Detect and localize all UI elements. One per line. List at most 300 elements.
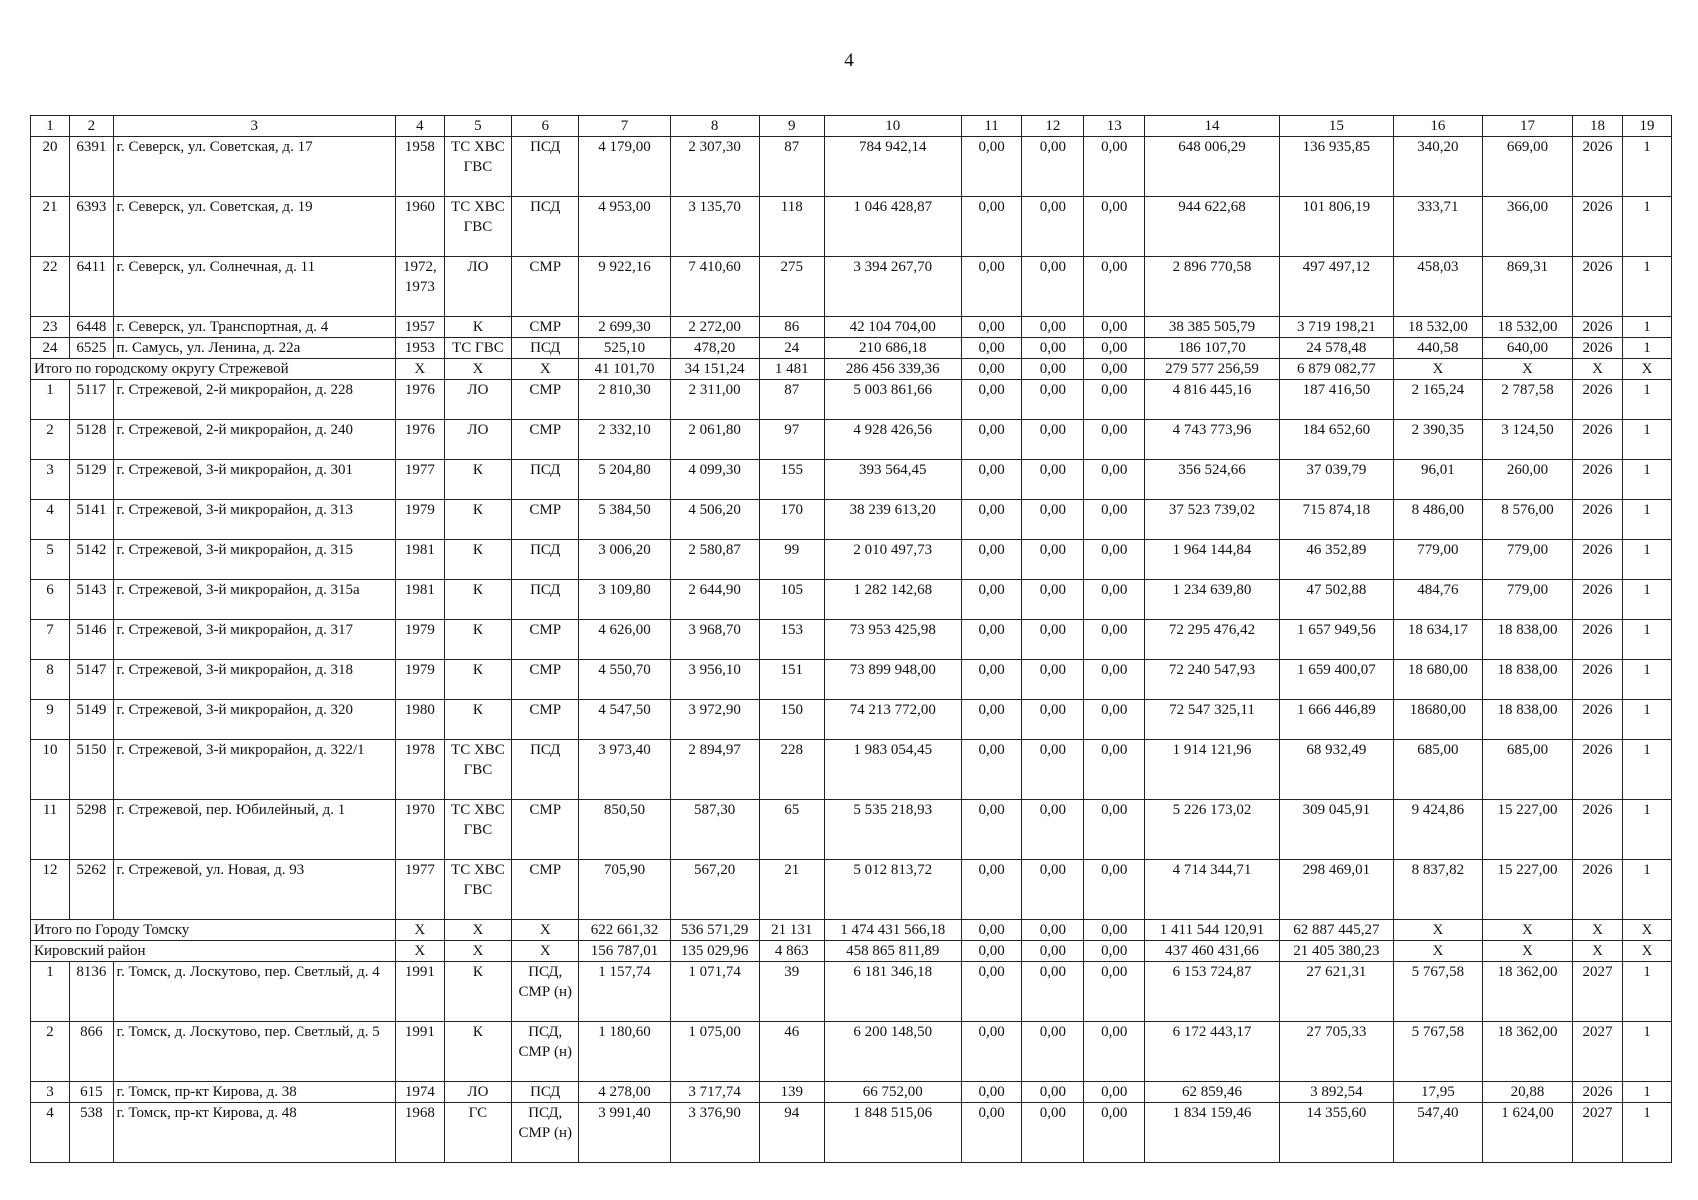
building-id-cell: 5117 <box>70 380 113 420</box>
build-year-cell: 1974 <box>395 1082 444 1103</box>
federal-funds-cell: 0,00 <box>961 962 1022 1022</box>
table-row <box>31 580 1672 620</box>
other-funds-cell: 184 652,60 <box>1279 420 1393 460</box>
total-area-cell: 4 547,50 <box>579 700 670 740</box>
build-year-cell: 1976 <box>395 420 444 460</box>
unit-cost-cell: 96,01 <box>1393 460 1482 500</box>
residents-cell: 151 <box>759 660 824 700</box>
plan-year-cell: 2027 <box>1573 962 1623 1022</box>
build-year-cell: 1977 <box>395 860 444 920</box>
build-year-cell: 1968 <box>395 1103 444 1163</box>
subtotal-residents: 21 131 <box>759 920 824 941</box>
building-id-cell: 866 <box>70 1022 113 1082</box>
regional-funds-cell: 0,00 <box>1022 620 1084 660</box>
method-cell: 1 <box>1623 257 1672 317</box>
plan-year-cell: 2026 <box>1573 257 1623 317</box>
column-header-4: 4 <box>395 116 444 137</box>
element-type-cell: ЛО <box>444 257 511 317</box>
table-row <box>31 420 1672 460</box>
residents-cell: 155 <box>759 460 824 500</box>
max-unit-cost-cell: 18 838,00 <box>1482 620 1572 660</box>
method-cell: 1 <box>1623 962 1672 1022</box>
plan-year-cell: 2026 <box>1573 460 1623 500</box>
page-number: 4 <box>844 50 854 71</box>
federal-funds-cell: 0,00 <box>961 137 1022 197</box>
row-number-cell: 2 <box>31 1022 70 1082</box>
address-cell: г. Стрежевой, 2-й микрорайон, д. 240 <box>113 420 395 460</box>
address-cell: г. Стрежевой, 3-й микрорайон, д. 315а <box>113 580 395 620</box>
max-unit-cost-cell: 18 838,00 <box>1482 700 1572 740</box>
federal-funds-cell: 0,00 <box>961 197 1022 257</box>
plan-year-cell: 2026 <box>1573 420 1623 460</box>
owner-funds-cell: 6 153 724,87 <box>1145 962 1280 1022</box>
building-id-cell: 6391 <box>70 137 113 197</box>
total-cost-cell: 1 282 142,68 <box>824 580 961 620</box>
owner-funds-cell: 2 896 770,58 <box>1145 257 1280 317</box>
owner-funds-cell: 4 714 344,71 <box>1145 860 1280 920</box>
subtotal-living-area: 536 571,29 <box>670 920 759 941</box>
total-cost-cell: 6 181 346,18 <box>824 962 961 1022</box>
column-header-18: 18 <box>1573 116 1623 137</box>
subtotal-max-unit-cost: Х <box>1482 941 1572 962</box>
federal-funds-cell: 0,00 <box>961 740 1022 800</box>
local-funds-cell: 0,00 <box>1084 338 1145 359</box>
other-funds-cell: 3 892,54 <box>1279 1082 1393 1103</box>
other-funds-cell: 1 659 400,07 <box>1279 660 1393 700</box>
row-number-cell: 6 <box>31 580 70 620</box>
subtotal-plan-year: Х <box>1573 941 1623 962</box>
plan-year-cell: 2026 <box>1573 338 1623 359</box>
column-header-10: 10 <box>824 116 961 137</box>
total-area-cell: 5 204,80 <box>579 460 670 500</box>
plan-year-cell: 2026 <box>1573 740 1623 800</box>
column-header-16: 16 <box>1393 116 1482 137</box>
subtotal-living-area: 34 151,24 <box>670 359 759 380</box>
capital-repair-register-table <box>30 115 1672 1163</box>
total-cost-cell: 5 535 218,93 <box>824 800 961 860</box>
unit-cost-cell: 18 634,17 <box>1393 620 1482 660</box>
total-cost-cell: 210 686,18 <box>824 338 961 359</box>
row-number-cell: 11 <box>31 800 70 860</box>
total-cost-cell: 2 010 497,73 <box>824 540 961 580</box>
living-area-cell: 4 506,20 <box>670 500 759 540</box>
build-year-cell: 1991 <box>395 962 444 1022</box>
max-unit-cost-cell: 260,00 <box>1482 460 1572 500</box>
residents-cell: 46 <box>759 1022 824 1082</box>
method-cell: 1 <box>1623 860 1672 920</box>
subtotal-work-type: Х <box>512 359 579 380</box>
column-header-5: 5 <box>444 116 511 137</box>
build-year-cell: 1978 <box>395 740 444 800</box>
build-year-cell: 1976 <box>395 380 444 420</box>
column-header-15: 15 <box>1279 116 1393 137</box>
living-area-cell: 2 894,97 <box>670 740 759 800</box>
table-row <box>31 1022 1672 1082</box>
subtotal-local-funds: 0,00 <box>1084 920 1145 941</box>
residents-cell: 24 <box>759 338 824 359</box>
total-cost-cell: 1 848 515,06 <box>824 1103 961 1163</box>
other-funds-cell: 37 039,79 <box>1279 460 1393 500</box>
table-row <box>31 500 1672 540</box>
residents-cell: 153 <box>759 620 824 660</box>
total-cost-cell: 42 104 704,00 <box>824 317 961 338</box>
plan-year-cell: 2026 <box>1573 620 1623 660</box>
build-year-cell: 1991 <box>395 1022 444 1082</box>
living-area-cell: 2 311,00 <box>670 380 759 420</box>
owner-funds-cell: 1 234 639,80 <box>1145 580 1280 620</box>
build-year-cell: 1972, 1973 <box>395 257 444 317</box>
subtotal-owner-funds: 1 411 544 120,91 <box>1145 920 1280 941</box>
build-year-cell: 1979 <box>395 500 444 540</box>
row-number-cell: 3 <box>31 460 70 500</box>
row-number-cell: 20 <box>31 137 70 197</box>
regional-funds-cell: 0,00 <box>1022 137 1084 197</box>
subtotal-unit-cost: Х <box>1393 359 1482 380</box>
method-cell: 1 <box>1623 137 1672 197</box>
plan-year-cell: 2026 <box>1573 660 1623 700</box>
federal-funds-cell: 0,00 <box>961 257 1022 317</box>
max-unit-cost-cell: 18 362,00 <box>1482 1022 1572 1082</box>
federal-funds-cell: 0,00 <box>961 1103 1022 1163</box>
work-type-cell: СМР <box>512 620 579 660</box>
work-type-cell: СМР <box>512 380 579 420</box>
column-header-19: 19 <box>1623 116 1672 137</box>
regional-funds-cell: 0,00 <box>1022 380 1084 420</box>
unit-cost-cell: 5 767,58 <box>1393 962 1482 1022</box>
subtotal-build-year: Х <box>395 920 444 941</box>
total-cost-cell: 4 928 426,56 <box>824 420 961 460</box>
regional-funds-cell: 0,00 <box>1022 860 1084 920</box>
table-row <box>31 800 1672 860</box>
work-type-cell: ПСД <box>512 460 579 500</box>
building-id-cell: 5298 <box>70 800 113 860</box>
unit-cost-cell: 18 532,00 <box>1393 317 1482 338</box>
address-cell: п. Самусь, ул. Ленина, д. 22а <box>113 338 395 359</box>
work-type-cell: СМР <box>512 700 579 740</box>
build-year-cell: 1979 <box>395 660 444 700</box>
living-area-cell: 3 968,70 <box>670 620 759 660</box>
max-unit-cost-cell: 18 838,00 <box>1482 660 1572 700</box>
address-cell: г. Стрежевой, 2-й микрорайон, д. 228 <box>113 380 395 420</box>
living-area-cell: 478,20 <box>670 338 759 359</box>
row-number-cell: 1 <box>31 380 70 420</box>
subtotal-total-area: 41 101,70 <box>579 359 670 380</box>
element-type-cell: К <box>444 620 511 660</box>
unit-cost-cell: 8 486,00 <box>1393 500 1482 540</box>
local-funds-cell: 0,00 <box>1084 580 1145 620</box>
regional-funds-cell: 0,00 <box>1022 1103 1084 1163</box>
residents-cell: 87 <box>759 137 824 197</box>
unit-cost-cell: 333,71 <box>1393 197 1482 257</box>
build-year-cell: 1958 <box>395 137 444 197</box>
row-number-cell: 23 <box>31 317 70 338</box>
row-number-cell: 3 <box>31 1082 70 1103</box>
plan-year-cell: 2026 <box>1573 500 1623 540</box>
build-year-cell: 1957 <box>395 317 444 338</box>
element-type-cell: ТС ХВС ГВС <box>444 137 511 197</box>
residents-cell: 105 <box>759 580 824 620</box>
subtotal-living-area: 135 029,96 <box>670 941 759 962</box>
max-unit-cost-cell: 669,00 <box>1482 137 1572 197</box>
unit-cost-cell: 547,40 <box>1393 1103 1482 1163</box>
element-type-cell: К <box>444 540 511 580</box>
element-type-cell: К <box>444 1022 511 1082</box>
federal-funds-cell: 0,00 <box>961 580 1022 620</box>
living-area-cell: 3 135,70 <box>670 197 759 257</box>
subtotal-unit-cost: Х <box>1393 920 1482 941</box>
unit-cost-cell: 779,00 <box>1393 540 1482 580</box>
building-id-cell: 615 <box>70 1082 113 1103</box>
method-cell: 1 <box>1623 460 1672 500</box>
owner-funds-cell: 6 172 443,17 <box>1145 1022 1280 1082</box>
column-header-1: 1 <box>31 116 70 137</box>
row-number-cell: 2 <box>31 420 70 460</box>
subtotal-residents: 4 863 <box>759 941 824 962</box>
subtotal-total-cost: 1 474 431 566,18 <box>824 920 961 941</box>
regional-funds-cell: 0,00 <box>1022 700 1084 740</box>
table-row <box>31 257 1672 317</box>
element-type-cell: ТС ХВС ГВС <box>444 860 511 920</box>
residents-cell: 150 <box>759 700 824 740</box>
subtotal-total-cost: 458 865 811,89 <box>824 941 961 962</box>
work-type-cell: СМР <box>512 420 579 460</box>
address-cell: г. Северск, ул. Солнечная, д. 11 <box>113 257 395 317</box>
regional-funds-cell: 0,00 <box>1022 500 1084 540</box>
element-type-cell: К <box>444 317 511 338</box>
row-number-cell: 9 <box>31 700 70 740</box>
element-type-cell: К <box>444 500 511 540</box>
other-funds-cell: 1 666 446,89 <box>1279 700 1393 740</box>
local-funds-cell: 0,00 <box>1084 500 1145 540</box>
max-unit-cost-cell: 3 124,50 <box>1482 420 1572 460</box>
column-header-7: 7 <box>579 116 670 137</box>
total-cost-cell: 5 003 861,66 <box>824 380 961 420</box>
federal-funds-cell: 0,00 <box>961 317 1022 338</box>
residents-cell: 118 <box>759 197 824 257</box>
regional-funds-cell: 0,00 <box>1022 420 1084 460</box>
address-cell: г. Стрежевой, 3-й микрорайон, д. 318 <box>113 660 395 700</box>
owner-funds-cell: 37 523 739,02 <box>1145 500 1280 540</box>
living-area-cell: 1 071,74 <box>670 962 759 1022</box>
federal-funds-cell: 0,00 <box>961 380 1022 420</box>
regional-funds-cell: 0,00 <box>1022 540 1084 580</box>
column-header-17: 17 <box>1482 116 1572 137</box>
other-funds-cell: 298 469,01 <box>1279 860 1393 920</box>
building-id-cell: 6448 <box>70 317 113 338</box>
build-year-cell: 1980 <box>395 700 444 740</box>
total-area-cell: 4 550,70 <box>579 660 670 700</box>
subtotal-local-funds: 0,00 <box>1084 941 1145 962</box>
residents-cell: 65 <box>759 800 824 860</box>
row-number-cell: 4 <box>31 500 70 540</box>
regional-funds-cell: 0,00 <box>1022 317 1084 338</box>
max-unit-cost-cell: 18 362,00 <box>1482 962 1572 1022</box>
max-unit-cost-cell: 20,88 <box>1482 1082 1572 1103</box>
build-year-cell: 1977 <box>395 460 444 500</box>
subtotal-regional-funds: 0,00 <box>1022 359 1084 380</box>
element-type-cell: ТС ХВС ГВС <box>444 800 511 860</box>
local-funds-cell: 0,00 <box>1084 1022 1145 1082</box>
other-funds-cell: 715 874,18 <box>1279 500 1393 540</box>
element-type-cell: К <box>444 700 511 740</box>
subtotal-label: Итого по городскому округу Стрежевой <box>31 359 396 380</box>
subtotal-plan-year: Х <box>1573 359 1623 380</box>
max-unit-cost-cell: 869,31 <box>1482 257 1572 317</box>
method-cell: 1 <box>1623 197 1672 257</box>
owner-funds-cell: 72 547 325,11 <box>1145 700 1280 740</box>
table-row <box>31 197 1672 257</box>
living-area-cell: 2 272,00 <box>670 317 759 338</box>
plan-year-cell: 2026 <box>1573 1082 1623 1103</box>
local-funds-cell: 0,00 <box>1084 860 1145 920</box>
regional-funds-cell: 0,00 <box>1022 1082 1084 1103</box>
unit-cost-cell: 2 390,35 <box>1393 420 1482 460</box>
living-area-cell: 1 075,00 <box>670 1022 759 1082</box>
subtotal-element-type: Х <box>444 941 511 962</box>
federal-funds-cell: 0,00 <box>961 420 1022 460</box>
living-area-cell: 4 099,30 <box>670 460 759 500</box>
federal-funds-cell: 0,00 <box>961 620 1022 660</box>
work-type-cell: ПСД, СМР (н) <box>512 1103 579 1163</box>
subtotal-other-funds: 6 879 082,77 <box>1279 359 1393 380</box>
method-cell: 1 <box>1623 800 1672 860</box>
plan-year-cell: 2026 <box>1573 197 1623 257</box>
max-unit-cost-cell: 15 227,00 <box>1482 800 1572 860</box>
total-cost-cell: 393 564,45 <box>824 460 961 500</box>
element-type-cell: ГС <box>444 1103 511 1163</box>
address-cell: г. Стрежевой, 3-й микрорайон, д. 322/1 <box>113 740 395 800</box>
address-cell: г. Томск, пр-кт Кирова, д. 38 <box>113 1082 395 1103</box>
build-year-cell: 1979 <box>395 620 444 660</box>
regional-funds-cell: 0,00 <box>1022 460 1084 500</box>
federal-funds-cell: 0,00 <box>961 660 1022 700</box>
local-funds-cell: 0,00 <box>1084 137 1145 197</box>
plan-year-cell: 2026 <box>1573 800 1623 860</box>
building-id-cell: 538 <box>70 1103 113 1163</box>
subtotal-federal-funds: 0,00 <box>961 941 1022 962</box>
max-unit-cost-cell: 779,00 <box>1482 580 1572 620</box>
total-cost-cell: 1 983 054,45 <box>824 740 961 800</box>
building-id-cell: 5128 <box>70 420 113 460</box>
subtotal-other-funds: 62 887 445,27 <box>1279 920 1393 941</box>
table-row <box>31 380 1672 420</box>
subtotal-max-unit-cost: Х <box>1482 920 1572 941</box>
table-row <box>31 860 1672 920</box>
column-header-8: 8 <box>670 116 759 137</box>
column-header-11: 11 <box>961 116 1022 137</box>
table-header-row <box>31 116 1672 137</box>
living-area-cell: 3 956,10 <box>670 660 759 700</box>
plan-year-cell: 2026 <box>1573 380 1623 420</box>
subtotal-unit-cost: Х <box>1393 941 1482 962</box>
unit-cost-cell: 9 424,86 <box>1393 800 1482 860</box>
element-type-cell: ЛО <box>444 380 511 420</box>
subtotal-work-type: Х <box>512 920 579 941</box>
build-year-cell: 1970 <box>395 800 444 860</box>
subtotal-regional-funds: 0,00 <box>1022 920 1084 941</box>
build-year-cell: 1981 <box>395 580 444 620</box>
unit-cost-cell: 484,76 <box>1393 580 1482 620</box>
address-cell: г. Стрежевой, 3-й микрорайон, д. 317 <box>113 620 395 660</box>
max-unit-cost-cell: 18 532,00 <box>1482 317 1572 338</box>
federal-funds-cell: 0,00 <box>961 338 1022 359</box>
unit-cost-cell: 340,20 <box>1393 137 1482 197</box>
address-cell: г. Стрежевой, 3-й микрорайон, д. 320 <box>113 700 395 740</box>
total-area-cell: 850,50 <box>579 800 670 860</box>
regional-funds-cell: 0,00 <box>1022 580 1084 620</box>
unit-cost-cell: 8 837,82 <box>1393 860 1482 920</box>
living-area-cell: 567,20 <box>670 860 759 920</box>
plan-year-cell: 2026 <box>1573 700 1623 740</box>
address-cell: г. Северск, ул. Советская, д. 19 <box>113 197 395 257</box>
total-cost-cell: 784 942,14 <box>824 137 961 197</box>
address-cell: г. Стрежевой, пер. Юбилейный, д. 1 <box>113 800 395 860</box>
local-funds-cell: 0,00 <box>1084 1103 1145 1163</box>
work-type-cell: ПСД, СМР (н) <box>512 1022 579 1082</box>
building-id-cell: 5149 <box>70 700 113 740</box>
owner-funds-cell: 356 524,66 <box>1145 460 1280 500</box>
method-cell: 1 <box>1623 1082 1672 1103</box>
address-cell: г. Стрежевой, ул. Новая, д. 93 <box>113 860 395 920</box>
total-area-cell: 1 157,74 <box>579 962 670 1022</box>
building-id-cell: 6525 <box>70 338 113 359</box>
local-funds-cell: 0,00 <box>1084 740 1145 800</box>
building-id-cell: 5147 <box>70 660 113 700</box>
work-type-cell: СМР <box>512 500 579 540</box>
method-cell: 1 <box>1623 1103 1672 1163</box>
plan-year-cell: 2027 <box>1573 1103 1623 1163</box>
total-area-cell: 9 922,16 <box>579 257 670 317</box>
subtotal-method: Х <box>1623 941 1672 962</box>
work-type-cell: СМР <box>512 860 579 920</box>
method-cell: 1 <box>1623 420 1672 460</box>
subtotal-plan-year: Х <box>1573 920 1623 941</box>
total-cost-cell: 5 012 813,72 <box>824 860 961 920</box>
table-row <box>31 137 1672 197</box>
total-cost-cell: 6 200 148,50 <box>824 1022 961 1082</box>
owner-funds-cell: 62 859,46 <box>1145 1082 1280 1103</box>
table-row <box>31 338 1672 359</box>
column-header-13: 13 <box>1084 116 1145 137</box>
residents-cell: 87 <box>759 380 824 420</box>
owner-funds-cell: 4 816 445,16 <box>1145 380 1280 420</box>
address-cell: г. Стрежевой, 3-й микрорайон, д. 315 <box>113 540 395 580</box>
subtotal-build-year: Х <box>395 359 444 380</box>
building-id-cell: 5146 <box>70 620 113 660</box>
local-funds-cell: 0,00 <box>1084 660 1145 700</box>
address-cell: г. Томск, пр-кт Кирова, д. 48 <box>113 1103 395 1163</box>
regional-funds-cell: 0,00 <box>1022 338 1084 359</box>
other-funds-cell: 187 416,50 <box>1279 380 1393 420</box>
federal-funds-cell: 0,00 <box>961 460 1022 500</box>
max-unit-cost-cell: 8 576,00 <box>1482 500 1572 540</box>
residents-cell: 86 <box>759 317 824 338</box>
other-funds-cell: 309 045,91 <box>1279 800 1393 860</box>
subtotal-element-type: Х <box>444 359 511 380</box>
regional-funds-cell: 0,00 <box>1022 197 1084 257</box>
work-type-cell: СМР <box>512 800 579 860</box>
living-area-cell: 2 061,80 <box>670 420 759 460</box>
other-funds-cell: 14 355,60 <box>1279 1103 1393 1163</box>
total-area-cell: 4 179,00 <box>579 137 670 197</box>
subtotal-row <box>31 920 1672 941</box>
total-area-cell: 4 278,00 <box>579 1082 670 1103</box>
method-cell: 1 <box>1623 380 1672 420</box>
subtotal-work-type: Х <box>512 941 579 962</box>
address-cell: г. Стрежевой, 3-й микрорайон, д. 301 <box>113 460 395 500</box>
owner-funds-cell: 944 622,68 <box>1145 197 1280 257</box>
element-type-cell: ЛО <box>444 420 511 460</box>
